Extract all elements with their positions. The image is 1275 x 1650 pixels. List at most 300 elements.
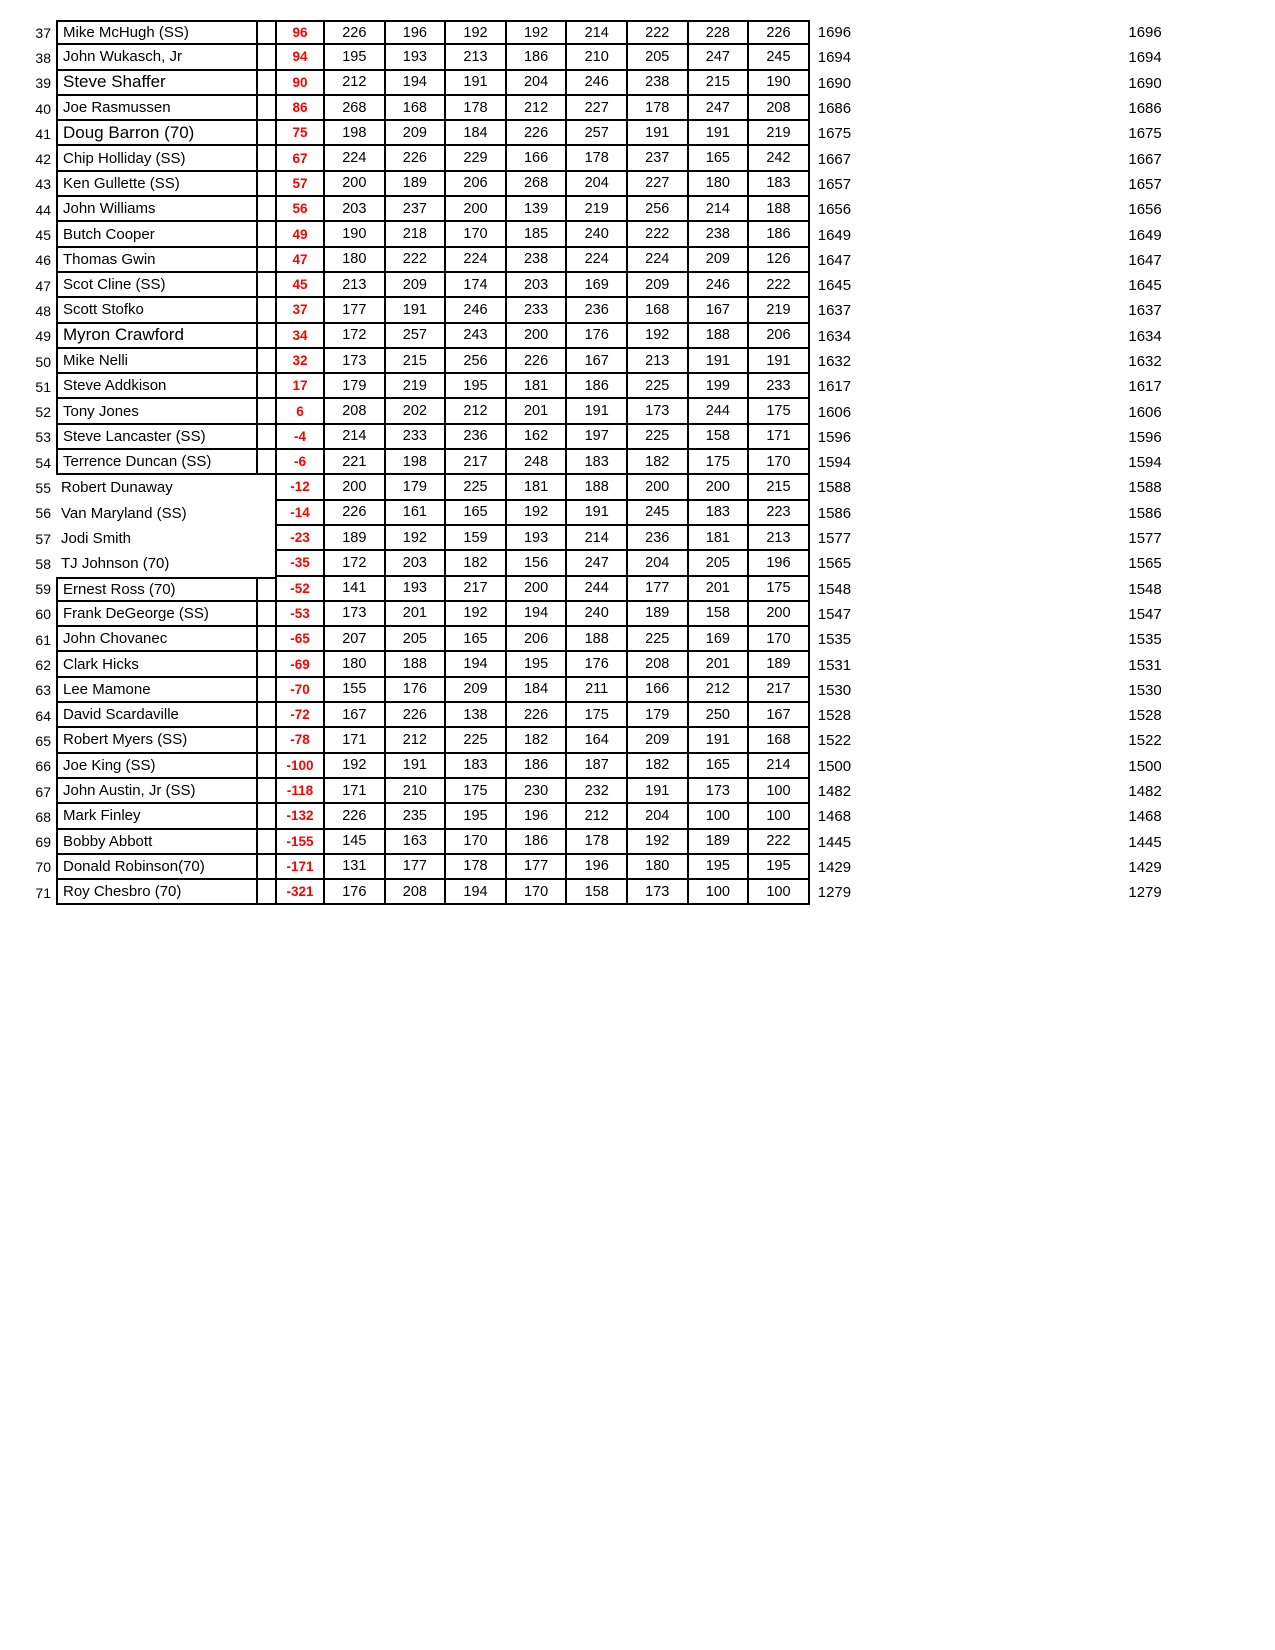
game-score: 173 [689, 779, 750, 804]
series-total: 1667 [817, 150, 852, 168]
game-score: 191 [386, 298, 447, 323]
row-number: 56 [35, 505, 51, 522]
game-score: 212 [689, 678, 750, 703]
name-spacer-cell [258, 20, 275, 45]
game-score: 173 [628, 399, 689, 424]
series-total: 1632 [817, 353, 852, 370]
game-score: 240 [567, 602, 628, 627]
player-name: Mike McHugh (SS) [56, 20, 258, 45]
row-number: 44 [35, 201, 51, 218]
game-score: 167 [689, 298, 750, 323]
game-score: 204 [628, 551, 689, 576]
game-score: 245 [749, 45, 810, 70]
game-score: 163 [386, 830, 447, 855]
game-score: 164 [567, 728, 628, 753]
player-name: Van Maryland (SS) [61, 504, 187, 522]
game-score: 189 [628, 602, 689, 627]
series-total-duplicate: 1647 [1128, 251, 1162, 269]
game-score: 257 [386, 324, 447, 349]
game-score: 191 [689, 121, 750, 146]
name-spacer-cell [258, 526, 275, 551]
game-score: 232 [567, 779, 628, 804]
game-score: 247 [567, 551, 628, 576]
row-number: 59 [35, 581, 51, 598]
name-spacer-cell [258, 121, 275, 146]
game-score: 206 [507, 627, 568, 652]
game-score: 186 [507, 45, 568, 70]
series-total-duplicate: 1667 [1128, 150, 1162, 168]
game-score: 217 [446, 450, 507, 475]
series-total: 1675 [817, 125, 852, 143]
game-score: 200 [325, 475, 386, 500]
series-total: 1649 [817, 226, 852, 244]
game-score: 200 [446, 197, 507, 222]
game-score: 247 [689, 45, 750, 70]
row-number: 42 [35, 151, 51, 168]
handicap-value: 6 [275, 399, 325, 424]
game-score: 181 [507, 374, 568, 399]
game-score: 165 [689, 146, 750, 171]
game-score: 100 [749, 779, 810, 804]
game-score: 243 [446, 324, 507, 349]
game-score: 191 [689, 728, 750, 753]
game-score: 182 [628, 754, 689, 779]
game-score: 221 [325, 450, 386, 475]
game-score: 200 [749, 602, 810, 627]
game-score: 165 [446, 501, 507, 526]
game-score: 226 [749, 20, 810, 45]
game-score: 145 [325, 830, 386, 855]
handicap-value: -65 [275, 627, 325, 652]
game-score: 100 [689, 880, 750, 905]
game-score: 181 [689, 526, 750, 551]
game-score: 224 [325, 146, 386, 171]
game-score: 192 [386, 526, 447, 551]
name-spacer-cell [258, 374, 275, 399]
game-score: 227 [567, 96, 628, 121]
handicap-value: -53 [275, 602, 325, 627]
name-spacer-cell [258, 830, 275, 855]
row-number: 62 [35, 657, 51, 674]
game-score: 177 [628, 577, 689, 602]
name-spacer-cell [258, 602, 275, 627]
game-score: 198 [325, 121, 386, 146]
game-score: 256 [628, 197, 689, 222]
handicap-value: -321 [275, 880, 325, 905]
game-score: 224 [628, 248, 689, 273]
game-score: 194 [507, 602, 568, 627]
series-total-duplicate: 1577 [1128, 530, 1162, 548]
game-score: 171 [325, 779, 386, 804]
game-score: 226 [386, 146, 447, 171]
game-score: 186 [507, 830, 568, 855]
player-name: Joe King (SS) [56, 754, 258, 779]
game-score: 190 [325, 222, 386, 247]
handicap-value: -4 [275, 425, 325, 450]
player-name: Doug Barron (70) [56, 121, 258, 146]
game-score: 191 [446, 71, 507, 96]
series-total-duplicate: 1637 [1128, 302, 1162, 320]
player-name: Scott Stofko [56, 298, 258, 323]
game-score: 194 [386, 71, 447, 96]
game-score: 208 [325, 399, 386, 424]
game-score: 176 [567, 652, 628, 677]
row-number: 68 [35, 808, 51, 825]
game-score: 213 [628, 349, 689, 374]
series-total-duplicate: 1586 [1128, 504, 1162, 522]
game-score: 201 [386, 602, 447, 627]
player-name: Joe Rasmussen [56, 96, 258, 121]
series-total-duplicate: 1500 [1128, 757, 1162, 775]
series-total: 1565 [817, 555, 852, 573]
handicap-value: -23 [275, 526, 325, 551]
row-number: 38 [35, 49, 51, 66]
game-score: 238 [507, 248, 568, 273]
series-total-duplicate: 1686 [1128, 100, 1162, 118]
game-score: 170 [507, 880, 568, 905]
player-name: Jodi Smith [61, 530, 132, 548]
game-score: 205 [386, 627, 447, 652]
game-score: 226 [507, 349, 568, 374]
series-total-duplicate: 1675 [1128, 125, 1162, 143]
name-spacer-cell [258, 804, 275, 829]
game-score: 196 [507, 804, 568, 829]
series-total-duplicate: 1522 [1128, 732, 1162, 750]
game-score: 196 [386, 20, 447, 45]
handicap-value: -132 [275, 804, 325, 829]
series-total: 1548 [817, 580, 852, 598]
game-score: 244 [567, 577, 628, 602]
game-score: 186 [567, 374, 628, 399]
game-score: 168 [628, 298, 689, 323]
series-total: 1617 [817, 378, 852, 396]
row-number: 60 [35, 606, 51, 623]
game-score: 192 [507, 501, 568, 526]
player-name: Roy Chesbro (70) [56, 880, 258, 905]
game-score: 184 [507, 678, 568, 703]
handicap-value: 56 [275, 197, 325, 222]
game-score: 175 [689, 450, 750, 475]
series-total: 1528 [817, 707, 852, 725]
series-total: 1586 [817, 504, 852, 522]
game-score: 192 [325, 754, 386, 779]
game-score: 190 [749, 71, 810, 96]
game-score: 191 [386, 754, 447, 779]
name-spacer-cell [258, 349, 275, 374]
series-total: 1686 [817, 100, 852, 118]
game-score: 168 [749, 728, 810, 753]
handicap-value: -52 [275, 577, 325, 602]
row-number: 48 [35, 302, 51, 319]
game-score: 193 [507, 526, 568, 551]
game-score: 195 [325, 45, 386, 70]
name-spacer-cell [258, 399, 275, 424]
row-number: 43 [35, 176, 51, 193]
game-score: 141 [325, 577, 386, 602]
game-score: 199 [689, 374, 750, 399]
handicap-value: 49 [275, 222, 325, 247]
series-total-duplicate: 1548 [1128, 580, 1162, 598]
series-total-duplicate: 1656 [1128, 201, 1162, 219]
name-spacer-cell [258, 450, 275, 475]
game-score: 171 [749, 425, 810, 450]
game-score: 222 [628, 20, 689, 45]
game-score: 178 [446, 855, 507, 880]
name-spacer-cell [258, 197, 275, 222]
game-score: 208 [749, 96, 810, 121]
game-score: 186 [507, 754, 568, 779]
handicap-value: 17 [275, 374, 325, 399]
game-score: 175 [749, 577, 810, 602]
game-score: 189 [325, 526, 386, 551]
game-score: 187 [567, 754, 628, 779]
game-score: 223 [749, 501, 810, 526]
player-name: Myron Crawford [56, 324, 258, 349]
game-score: 226 [325, 501, 386, 526]
game-score: 100 [689, 804, 750, 829]
game-score: 212 [386, 728, 447, 753]
name-spacer-cell [258, 96, 275, 121]
series-total: 1445 [817, 833, 852, 851]
game-score: 193 [386, 45, 447, 70]
score-grid [30, 20, 1162, 905]
game-score: 182 [628, 450, 689, 475]
game-score: 203 [386, 551, 447, 576]
row-number: 67 [35, 783, 51, 800]
game-score: 257 [567, 121, 628, 146]
player-name: John Williams [56, 197, 258, 222]
game-score: 139 [507, 197, 568, 222]
series-total: 1647 [817, 251, 852, 269]
name-spacer-cell [258, 501, 275, 526]
game-score: 211 [567, 678, 628, 703]
game-score: 156 [507, 551, 568, 576]
row-number: 55 [35, 479, 51, 496]
player-name: Robert Dunaway [61, 479, 173, 497]
handicap-value: 94 [275, 45, 325, 70]
series-total-duplicate: 1690 [1128, 74, 1162, 92]
player-name: Mike Nelli [56, 349, 258, 374]
game-score: 178 [567, 830, 628, 855]
series-total: 1606 [817, 403, 852, 421]
game-score: 176 [386, 678, 447, 703]
player-name: Bobby Abbott [56, 830, 258, 855]
game-score: 205 [628, 45, 689, 70]
game-score: 207 [325, 627, 386, 652]
game-score: 176 [567, 324, 628, 349]
game-score: 212 [325, 71, 386, 96]
game-score: 191 [628, 121, 689, 146]
series-total: 1547 [817, 605, 852, 623]
game-score: 238 [689, 222, 750, 247]
game-score: 244 [689, 399, 750, 424]
row-number: 65 [35, 732, 51, 749]
game-score: 200 [325, 172, 386, 197]
game-score: 212 [507, 96, 568, 121]
game-score: 174 [446, 273, 507, 298]
game-score: 173 [325, 602, 386, 627]
game-score: 215 [386, 349, 447, 374]
game-score: 158 [689, 425, 750, 450]
game-score: 170 [749, 627, 810, 652]
game-score: 206 [446, 172, 507, 197]
series-total: 1690 [817, 74, 852, 92]
game-score: 250 [689, 703, 750, 728]
game-score: 228 [689, 20, 750, 45]
game-score: 191 [567, 399, 628, 424]
row-number: 58 [35, 555, 51, 572]
row-number: 61 [35, 631, 51, 648]
game-score: 195 [507, 652, 568, 677]
row-number: 40 [35, 100, 51, 117]
name-spacer-cell [258, 324, 275, 349]
series-total: 1522 [817, 732, 852, 750]
game-score: 209 [628, 273, 689, 298]
game-score: 224 [567, 248, 628, 273]
game-score: 203 [325, 197, 386, 222]
game-score: 193 [386, 577, 447, 602]
handicap-value: -12 [275, 475, 325, 500]
player-name: Steve Shaffer [56, 71, 258, 96]
game-score: 166 [628, 678, 689, 703]
series-total: 1468 [817, 808, 852, 826]
game-score: 226 [325, 20, 386, 45]
game-score: 237 [628, 146, 689, 171]
game-score: 213 [446, 45, 507, 70]
game-score: 230 [507, 779, 568, 804]
game-score: 204 [628, 804, 689, 829]
handicap-value: 57 [275, 172, 325, 197]
game-score: 178 [628, 96, 689, 121]
game-score: 209 [386, 121, 447, 146]
game-score: 188 [567, 627, 628, 652]
series-total-duplicate: 1694 [1128, 49, 1162, 67]
game-score: 204 [507, 71, 568, 96]
handicap-value: -78 [275, 728, 325, 753]
game-score: 204 [567, 172, 628, 197]
game-score: 183 [567, 450, 628, 475]
game-score: 192 [446, 20, 507, 45]
game-score: 189 [749, 652, 810, 677]
game-score: 161 [386, 501, 447, 526]
game-score: 217 [446, 577, 507, 602]
player-name: Steve Lancaster (SS) [56, 425, 258, 450]
series-total: 1637 [817, 302, 852, 320]
game-score: 222 [749, 273, 810, 298]
name-spacer-cell [258, 728, 275, 753]
handicap-value: -155 [275, 830, 325, 855]
game-score: 219 [567, 197, 628, 222]
series-total-duplicate: 1547 [1128, 605, 1162, 623]
row-number: 70 [35, 859, 51, 876]
series-total: 1577 [817, 530, 852, 548]
game-score: 186 [749, 222, 810, 247]
game-score: 214 [567, 20, 628, 45]
game-score: 188 [567, 475, 628, 500]
row-number: 66 [35, 758, 51, 775]
row-number: 47 [35, 277, 51, 294]
game-score: 225 [446, 728, 507, 753]
game-score: 138 [446, 703, 507, 728]
game-score: 218 [386, 222, 447, 247]
game-score: 166 [507, 146, 568, 171]
game-score: 195 [689, 855, 750, 880]
game-score: 235 [386, 804, 447, 829]
game-score: 229 [446, 146, 507, 171]
player-name: Donald Robinson(70) [56, 855, 258, 880]
handicap-value: -70 [275, 678, 325, 703]
handicap-value: 96 [275, 20, 325, 45]
row-number: 69 [35, 834, 51, 851]
game-score: 171 [325, 728, 386, 753]
player-name: Chip Holliday (SS) [56, 146, 258, 171]
game-score: 189 [386, 172, 447, 197]
game-score: 179 [325, 374, 386, 399]
player-name: David Scardaville [56, 703, 258, 728]
game-score: 196 [567, 855, 628, 880]
game-score: 170 [446, 830, 507, 855]
row-number: 46 [35, 252, 51, 269]
game-score: 126 [749, 248, 810, 273]
name-spacer-cell [258, 298, 275, 323]
game-score: 165 [689, 754, 750, 779]
game-score: 200 [628, 475, 689, 500]
name-spacer-cell [258, 855, 275, 880]
game-score: 219 [749, 121, 810, 146]
row-number: 39 [35, 75, 51, 92]
game-score: 222 [386, 248, 447, 273]
player-name: Clark Hicks [56, 652, 258, 677]
game-score: 240 [567, 222, 628, 247]
game-score: 192 [628, 830, 689, 855]
game-score: 195 [749, 855, 810, 880]
row-number: 63 [35, 682, 51, 699]
game-score: 192 [507, 20, 568, 45]
game-score: 214 [567, 526, 628, 551]
game-score: 201 [507, 399, 568, 424]
series-total-duplicate: 1606 [1128, 403, 1162, 421]
game-score: 224 [446, 248, 507, 273]
game-score: 209 [386, 273, 447, 298]
game-score: 246 [446, 298, 507, 323]
game-score: 183 [749, 172, 810, 197]
row-number: 41 [35, 125, 51, 142]
game-score: 189 [689, 830, 750, 855]
player-name: Thomas Gwin [56, 248, 258, 273]
row-number: 45 [35, 227, 51, 244]
game-score: 247 [689, 96, 750, 121]
series-total: 1596 [817, 428, 852, 446]
name-spacer-cell [258, 146, 275, 171]
game-score: 192 [628, 324, 689, 349]
name-spacer-cell [258, 754, 275, 779]
player-name: John Chovanec [56, 627, 258, 652]
row-number: 57 [35, 530, 51, 547]
series-total: 1645 [817, 277, 852, 295]
game-score: 173 [628, 880, 689, 905]
handicap-value: -14 [275, 501, 325, 526]
game-score: 214 [325, 425, 386, 450]
game-score: 158 [689, 602, 750, 627]
game-score: 256 [446, 349, 507, 374]
game-score: 162 [507, 425, 568, 450]
game-score: 167 [567, 349, 628, 374]
series-total-duplicate: 1649 [1128, 226, 1162, 244]
game-score: 209 [628, 728, 689, 753]
series-total-duplicate: 1429 [1128, 858, 1162, 876]
game-score: 209 [446, 678, 507, 703]
name-spacer-cell [258, 71, 275, 96]
